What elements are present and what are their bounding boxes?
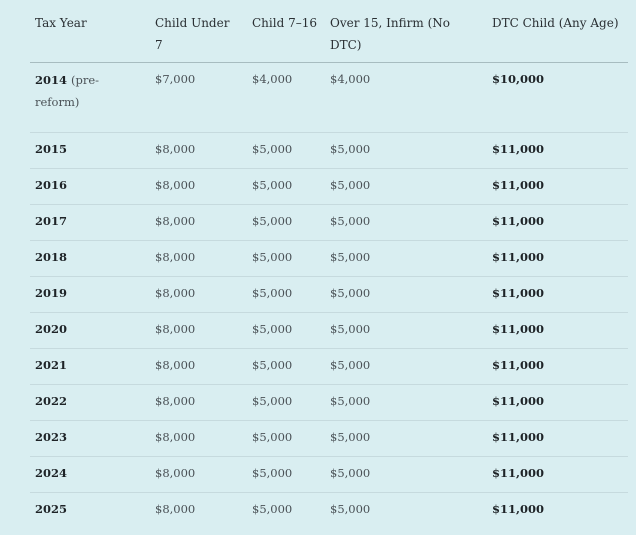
- cell-dtc-child: $11,000: [486, 205, 628, 241]
- cell-child-under-7: $7,000: [149, 63, 246, 133]
- cell-tax-year: 2021: [30, 349, 149, 385]
- cell-over-15-infirm: $5,000: [330, 502, 371, 516]
- header-row: [30, 6, 628, 63]
- cell-child-7-16: $5,000: [246, 349, 324, 385]
- cell-dtc-child: $11,000: [486, 169, 628, 205]
- table-row: [30, 277, 628, 313]
- cell-over-15-infirm: $5,000: [324, 421, 486, 457]
- cell-child-7-16: $5,000: [246, 277, 324, 313]
- table-row: [30, 169, 628, 205]
- cell-child-7-16: $5,000: [246, 169, 324, 205]
- year-value: 2014: [35, 73, 68, 87]
- deduction-limits-table-wrapper: [30, 6, 628, 529]
- header-child-7-16: Child 7–16: [246, 6, 324, 63]
- table-row: [30, 385, 628, 421]
- cell-child-7-16: $5,000: [246, 385, 324, 421]
- cell-tax-year: 2025: [35, 502, 68, 516]
- cell-child-under-7: $8,000: [149, 277, 246, 313]
- cell-tax-year: 2022: [30, 385, 149, 421]
- cell-dtc-child: $11,000: [492, 502, 545, 516]
- cell-child-under-7: $8,000: [149, 205, 246, 241]
- cell-child-under-7: $8,000: [149, 133, 246, 169]
- cell-over-15-infirm: $5,000: [324, 205, 486, 241]
- cell-child-7-16: $5,000: [246, 133, 324, 169]
- cell-tax-year: 2017: [30, 205, 149, 241]
- cell-dtc-child: $11,000: [486, 385, 628, 421]
- cell-dtc-child: $11,000: [486, 241, 628, 277]
- cell-over-15-infirm: $5,000: [324, 277, 486, 313]
- cell-dtc-child: $11,000: [486, 277, 628, 313]
- cell-over-15-infirm: $5,000: [324, 385, 486, 421]
- cell-child-7-16: $5,000: [246, 205, 324, 241]
- cell-child-7-16: $5,000: [246, 313, 324, 349]
- header-child-under-7: Child Under 7: [149, 6, 246, 63]
- header-over-15-infirm: Over 15, Infirm (No DTC): [324, 6, 486, 63]
- cell-over-15-infirm: $4,000: [324, 63, 486, 133]
- table-row: [30, 63, 628, 133]
- cell-tax-year: [30, 63, 149, 133]
- cell-child-under-7: $8,000: [149, 421, 246, 457]
- table-row: [30, 349, 628, 385]
- table-row: [30, 205, 628, 241]
- cell-child-under-7: $8,000: [155, 502, 196, 516]
- table-header: [30, 6, 628, 63]
- cell-child-7-16: $5,000: [252, 502, 293, 516]
- cell-child-under-7: $8,000: [149, 313, 246, 349]
- cell-over-15-infirm: $5,000: [324, 169, 486, 205]
- table-row: [30, 313, 628, 349]
- cell-over-15-infirm: $5,000: [324, 313, 486, 349]
- cell-child-under-7: $8,000: [149, 349, 246, 385]
- cell-child-under-7: $8,000: [149, 457, 246, 493]
- cell-child-7-16: $5,000: [246, 421, 324, 457]
- cell-tax-year: 2024: [30, 457, 149, 493]
- cell-child-under-7: $8,000: [149, 241, 246, 277]
- table-body: [30, 63, 628, 529]
- table-row: [30, 493, 628, 529]
- cell-child-under-7: $8,000: [149, 385, 246, 421]
- cell-tax-year: 2016: [30, 169, 149, 205]
- cell-over-15-infirm: $5,000: [324, 133, 486, 169]
- cell-dtc-child: $11,000: [486, 133, 628, 169]
- cell-dtc-child: $11,000: [486, 349, 628, 385]
- cell-tax-year: 2015: [30, 133, 149, 169]
- cell-tax-year: 2019: [30, 277, 149, 313]
- cell-dtc-child: $11,000: [486, 457, 628, 493]
- table-row: [30, 421, 628, 457]
- cell-tax-year: 2020: [30, 313, 149, 349]
- cell-dtc-child: $11,000: [486, 313, 628, 349]
- table-row: [30, 241, 628, 277]
- year-note: (pre-reform): [35, 73, 100, 109]
- header-tax-year: Tax Year: [30, 6, 149, 63]
- cell-child-7-16: $5,000: [246, 241, 324, 277]
- cell-over-15-infirm: $5,000: [324, 241, 486, 277]
- cell-tax-year: 2023: [30, 421, 149, 457]
- table-row: [30, 133, 628, 169]
- deduction-limits-table: [30, 6, 628, 529]
- table-row: [30, 457, 628, 493]
- cell-child-under-7: $8,000: [149, 169, 246, 205]
- cell-tax-year: 2018: [30, 241, 149, 277]
- cell-over-15-infirm: $5,000: [324, 349, 486, 385]
- header-dtc-child: DTC Child (Any Age): [486, 6, 628, 63]
- cell-over-15-infirm: $5,000: [324, 457, 486, 493]
- cell-dtc-child: $11,000: [486, 421, 628, 457]
- cell-child-7-16: $4,000: [246, 63, 324, 133]
- cell-child-7-16: $5,000: [246, 457, 324, 493]
- cell-dtc-child: $10,000: [486, 63, 628, 133]
